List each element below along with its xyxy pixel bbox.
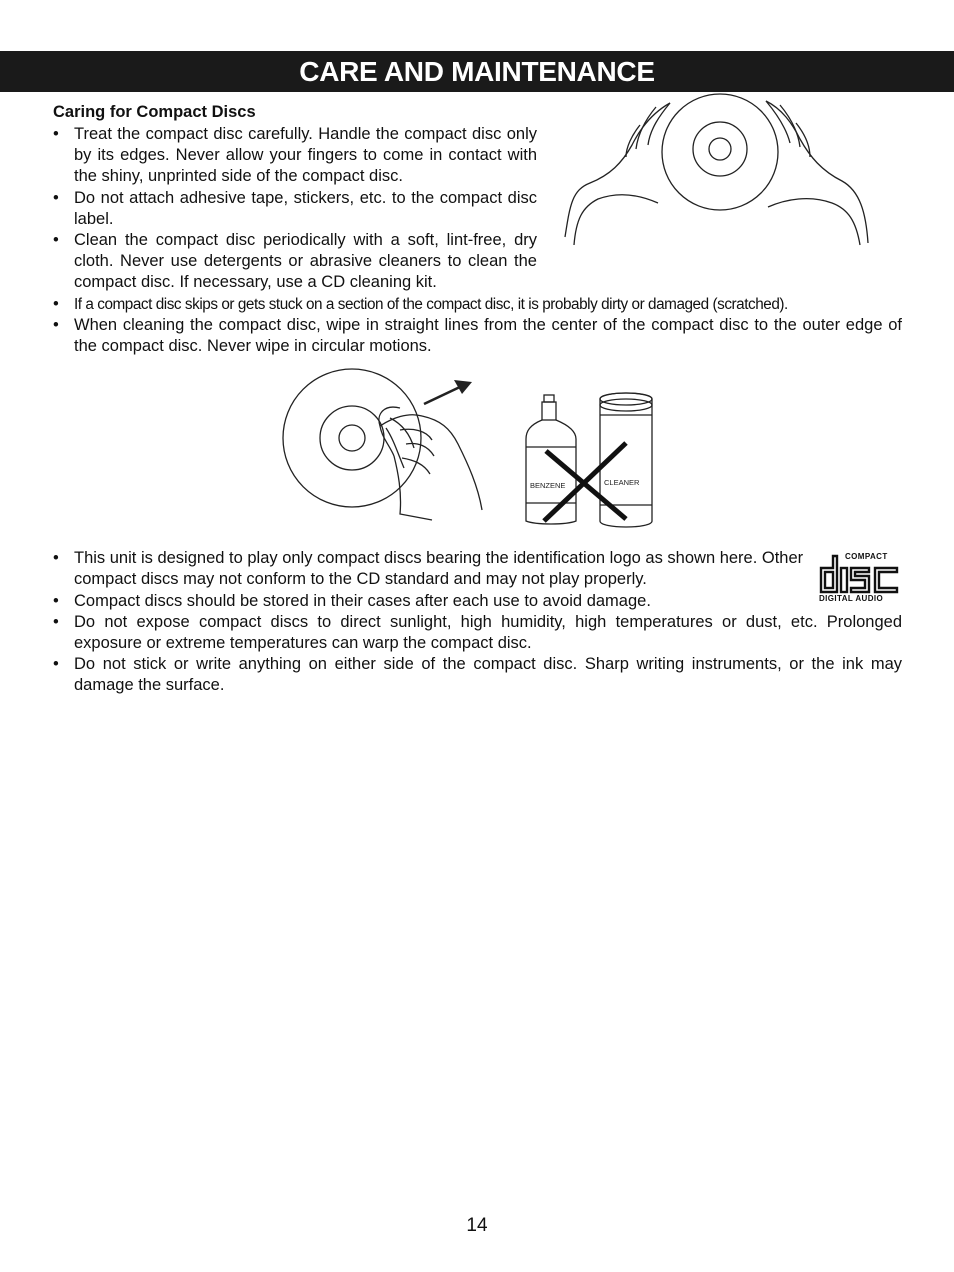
page-number: 14 bbox=[466, 1215, 488, 1236]
bullet-icon: • bbox=[53, 189, 59, 207]
can-label: CLEANER bbox=[604, 478, 640, 487]
bullet-icon: • bbox=[53, 592, 59, 610]
bullet-icon: • bbox=[53, 295, 59, 313]
bullet-icon: • bbox=[53, 613, 59, 631]
list-item-text: This unit is designed to play only compact discs bearing the identification logo as shown here. Other compact discs may not conform to the CD standard and may not play properly. bbox=[74, 549, 804, 589]
list-item-text: Treat the compact disc carefully. Handle the compact disc only by its edges. Never allow your fingers to come in contact with the shiny, unprinted side of the compact disc. bbox=[74, 125, 537, 186]
list-item-text: Do not expose compact discs to direct sunlight, high humidity, high temperatures or dust, etc. Prolonged exposure or extreme temperatures can warp the compact disc. bbox=[74, 613, 902, 653]
list-item-text: When cleaning the compact disc, wipe in straight lines from the center of the compact disc to the outer edge of the compact disc. Never wipe in circular motions. bbox=[74, 316, 902, 356]
disc-wordmark-icon bbox=[819, 554, 901, 594]
hands-holding-disc-illustration bbox=[560, 95, 880, 250]
page-title: CARE AND MAINTENANCE bbox=[299, 56, 655, 87]
bullet-icon: • bbox=[53, 231, 59, 249]
list-item-text: If a compact disc skips or gets stuck on a section of the compact disc, it is probably dirty or damaged (scratched). bbox=[74, 296, 788, 313]
section-title: Caring for Compact Discs bbox=[53, 103, 256, 121]
bullet-icon: • bbox=[53, 125, 59, 143]
header-bar bbox=[0, 51, 954, 92]
bullet-icon: • bbox=[53, 655, 59, 673]
bullet-icon: • bbox=[53, 549, 59, 567]
list-item-text: Do not attach adhesive tape, stickers, etc. to the compact disc label. bbox=[74, 189, 537, 229]
wiping-disc-illustration bbox=[282, 368, 492, 526]
list-item-text: Compact discs should be stored in their cases after each use to avoid damage. bbox=[74, 592, 651, 610]
compact-disc-logo bbox=[819, 552, 901, 604]
bottle-label: BENZENE bbox=[530, 481, 566, 490]
list-item-text: Do not stick or write anything on either side of the compact disc. Sharp writing instruments, or the ink may damage the surface. bbox=[74, 655, 902, 695]
logo-compact-text: COMPACT bbox=[845, 552, 888, 561]
logo-digital-audio-text: DIGITAL AUDIO bbox=[819, 594, 884, 603]
list-item-text: Clean the compact disc periodically with a soft, lint-free, dry cloth. Never use detergents or abrasive cleaners to clean the compact disc. If necessary, use a CD cleaning kit. bbox=[74, 231, 537, 292]
bullet-icon: • bbox=[53, 316, 59, 334]
solvents-prohibited-illustration bbox=[522, 385, 660, 533]
